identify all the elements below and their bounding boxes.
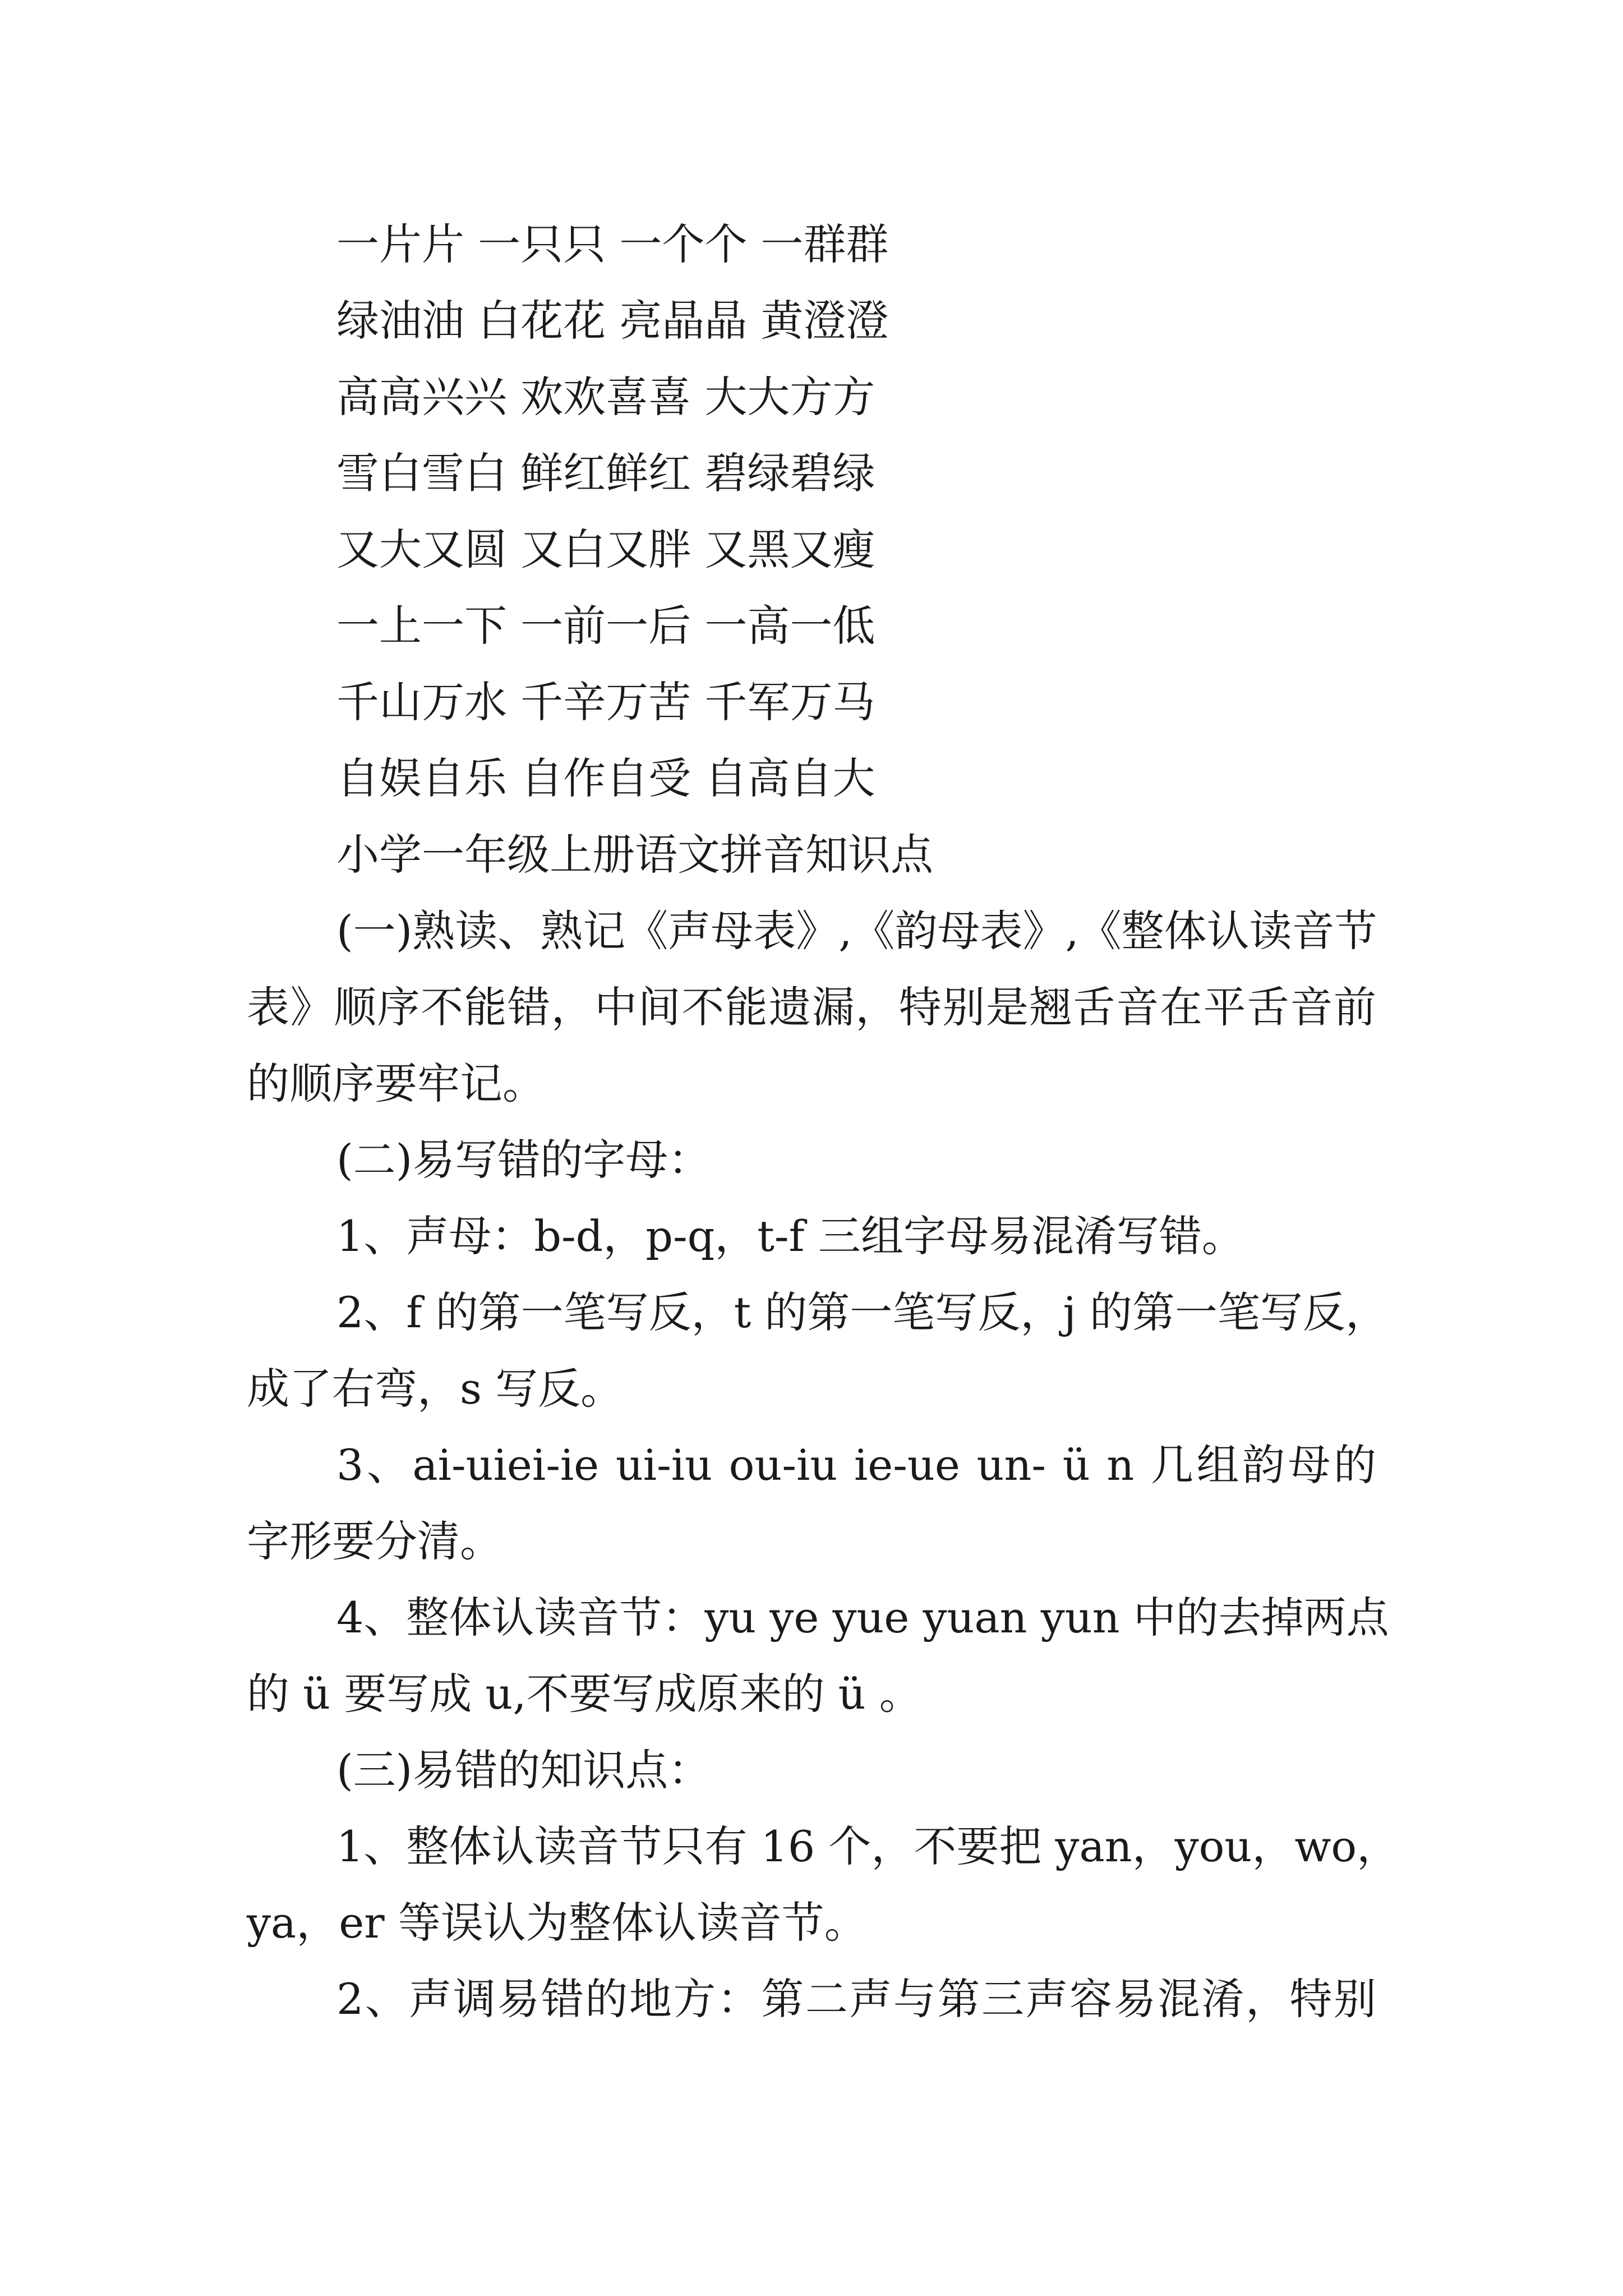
paragraph-line: 字形要分清。 [247, 1516, 502, 1566]
text-line: 一上一下 一前一后 一高一低 [336, 601, 875, 651]
paragraph-line: 2、声调易错的地方：第二声与第三声容易混淆，特别 [336, 1974, 1376, 2024]
subheading: (三)易错的知识点： [336, 1745, 711, 1795]
subheading: (二)易写错的字母： [336, 1135, 711, 1185]
paragraph-line: 2、f 的第一笔写反，t 的第一笔写反，j 的第一笔写反， [336, 1287, 1389, 1337]
paragraph-line: 的 ü 要写成 u,不要写成原来的 ü 。 [247, 1669, 922, 1719]
paragraph-line: 1、声母：b-d，p-q，t-f 三组字母易混淆写错。 [336, 1211, 1244, 1261]
text-line: 自娱自乐 自作自受 自高自大 [336, 753, 875, 803]
paragraph-line: 成了右弯，s 写反。 [247, 1364, 624, 1414]
paragraph-line: 4、整体认读音节：yu ye yue yuan yun 中的去掉两点 [336, 1593, 1389, 1642]
paragraph-line: (一)熟读、熟记《声母表》,《韵母表》,《整体认读音节 [336, 906, 1377, 956]
text-line: 雪白雪白 鲜红鲜红 碧绿碧绿 [336, 448, 875, 498]
text-line: 千山万水 千辛万苦 千军万马 [336, 677, 875, 727]
text-line: 又大又圆 又白又胖 又黑又瘦 [336, 524, 875, 574]
text-line: 绿油油 白花花 亮晶晶 黄澄澄 [336, 296, 889, 346]
text-line: 高高兴兴 欢欢喜喜 大大方方 [336, 372, 875, 422]
paragraph-line: 表》顺序不能错，中间不能遗漏，特别是翘舌音在平舌音前 [247, 982, 1376, 1032]
section-heading: 小学一年级上册语文拼音知识点 [336, 830, 933, 880]
text-line: 一片片 一只只 一个个 一群群 [336, 219, 889, 269]
paragraph-line: 的顺序要牢记。 [247, 1059, 545, 1108]
paragraph-line: 3、ai-uiei-ie ui-iu ou-iu ie-ue un- ü n 几组韵母的 [336, 1440, 1376, 1490]
paragraph-line: 1、整体认读音节只有 16 个，不要把 yan，you，wo， [336, 1821, 1400, 1871]
paragraph-line: ya，er 等误认为整体认读音节。 [247, 1898, 867, 1948]
